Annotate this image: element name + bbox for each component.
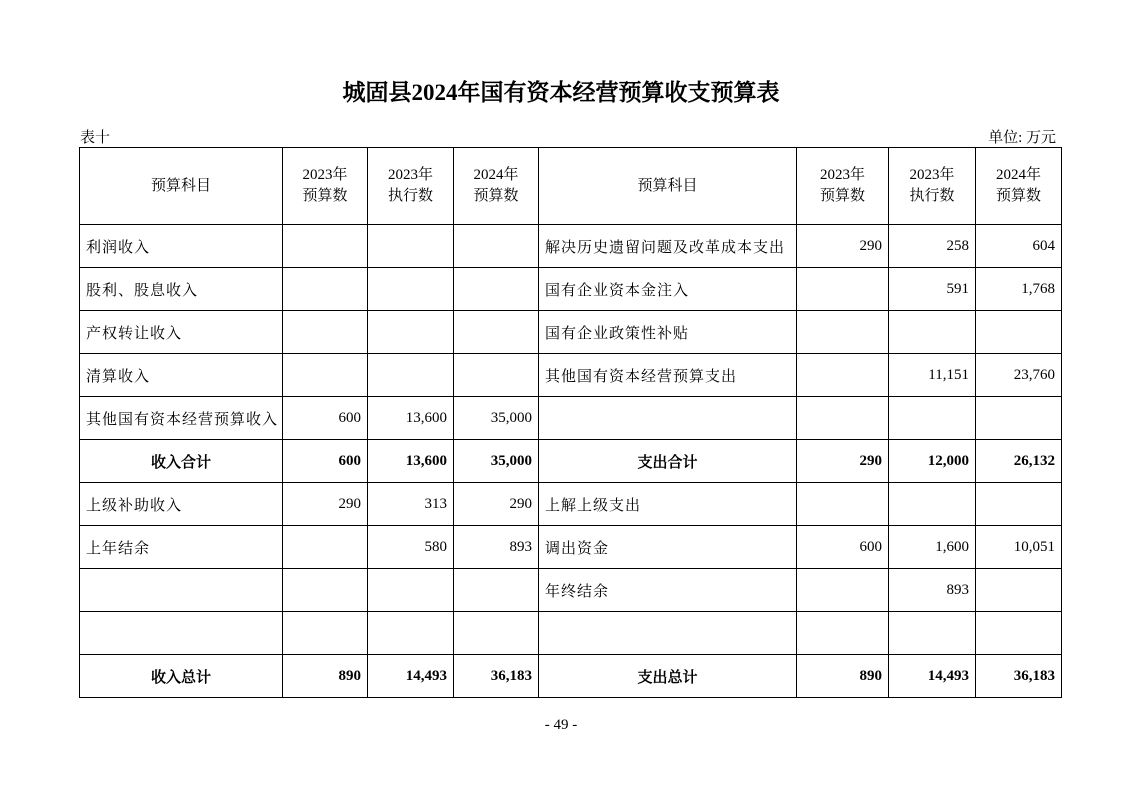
cell-income-2023-exec: 13,600 [368, 397, 454, 440]
cell-expense-2023-budget [797, 268, 889, 311]
header-expense-2024-budget: 2024年 预算数 [976, 148, 1062, 225]
cell-income-2024-budget [454, 612, 539, 655]
cell-expense-2023-budget: 290 [797, 440, 889, 483]
cell-expense-item: 国有企业政策性补贴 [539, 311, 797, 354]
table-row [80, 225, 1062, 268]
cell-expense-2023-budget [797, 612, 889, 655]
table-row [80, 526, 1062, 569]
table-row [80, 612, 1062, 655]
cell-expense-2023-budget [797, 397, 889, 440]
cell-expense-2024-budget [976, 569, 1062, 612]
cell-income-2023-exec [368, 225, 454, 268]
cell-income-2024-budget [454, 311, 539, 354]
table-row [80, 569, 1062, 612]
cell-expense-2023-exec: 14,493 [889, 655, 976, 698]
cell-expense-item [539, 612, 797, 655]
budget-table [79, 147, 1062, 698]
cell-income-2023-exec [368, 311, 454, 354]
cell-income-item: 其他国有资本经营预算收入 [80, 397, 283, 440]
cell-expense-2023-exec [889, 483, 976, 526]
table-row [80, 440, 1062, 483]
cell-income-item [80, 569, 283, 612]
cell-income-item: 收入合计 [80, 440, 283, 483]
cell-expense-item: 调出资金 [539, 526, 797, 569]
cell-expense-2023-exec [889, 397, 976, 440]
table-row [80, 483, 1062, 526]
cell-expense-2024-budget [976, 397, 1062, 440]
cell-income-2023-exec: 313 [368, 483, 454, 526]
table-row [80, 397, 1062, 440]
cell-expense-2023-budget: 290 [797, 225, 889, 268]
cell-expense-2024-budget: 604 [976, 225, 1062, 268]
cell-income-item [80, 612, 283, 655]
table-row [80, 268, 1062, 311]
cell-expense-2024-budget [976, 612, 1062, 655]
cell-expense-item: 上解上级支出 [539, 483, 797, 526]
cell-income-2023-budget: 600 [283, 440, 368, 483]
cell-income-2023-exec: 580 [368, 526, 454, 569]
table-number: 表十 [80, 130, 111, 146]
cell-income-2024-budget: 35,000 [454, 397, 539, 440]
cell-expense-2023-budget: 600 [797, 526, 889, 569]
cell-expense-2023-budget [797, 569, 889, 612]
cell-income-item: 收入总计 [80, 655, 283, 698]
header-expense-item: 预算科目 [539, 148, 797, 225]
cell-income-2023-budget: 890 [283, 655, 368, 698]
cell-income-2023-exec: 13,600 [368, 440, 454, 483]
cell-income-item: 股利、股息收入 [80, 268, 283, 311]
cell-income-2023-budget [283, 569, 368, 612]
cell-expense-2023-budget [797, 311, 889, 354]
cell-income-2023-exec [368, 268, 454, 311]
cell-income-2023-budget [283, 311, 368, 354]
table-row [80, 655, 1062, 698]
cell-expense-item [539, 397, 797, 440]
cell-expense-2023-exec: 893 [889, 569, 976, 612]
cell-expense-item: 支出总计 [539, 655, 797, 698]
cell-income-item: 上年结余 [80, 526, 283, 569]
cell-expense-2023-budget [797, 354, 889, 397]
page-title: 城固县2024年国有资本经营预算收支预算表 [342, 80, 780, 105]
header-income-item: 预算科目 [80, 148, 283, 225]
cell-income-2024-budget: 893 [454, 526, 539, 569]
cell-expense-2023-exec: 258 [889, 225, 976, 268]
cell-expense-2023-budget [797, 483, 889, 526]
cell-income-2024-budget [454, 354, 539, 397]
cell-income-2023-budget: 290 [283, 483, 368, 526]
table-row [80, 354, 1062, 397]
cell-income-item: 利润收入 [80, 225, 283, 268]
page-number: - 49 - [544, 717, 578, 733]
cell-expense-2024-budget: 36,183 [976, 655, 1062, 698]
cell-expense-item: 年终结余 [539, 569, 797, 612]
cell-income-item: 上级补助收入 [80, 483, 283, 526]
cell-income-2024-budget [454, 268, 539, 311]
cell-expense-2023-exec: 1,600 [889, 526, 976, 569]
header-row [80, 148, 1062, 225]
cell-income-item: 清算收入 [80, 354, 283, 397]
cell-expense-2024-budget: 1,768 [976, 268, 1062, 311]
cell-income-2023-exec: 14,493 [368, 655, 454, 698]
cell-expense-2023-exec: 12,000 [889, 440, 976, 483]
cell-expense-2023-exec [889, 612, 976, 655]
cell-income-2023-exec [368, 354, 454, 397]
cell-income-2023-exec [368, 612, 454, 655]
table-row [80, 311, 1062, 354]
cell-income-2023-budget [283, 225, 368, 268]
cell-income-2024-budget [454, 225, 539, 268]
cell-expense-2024-budget: 23,760 [976, 354, 1062, 397]
cell-expense-2023-exec: 11,151 [889, 354, 976, 397]
header-expense-2023-exec: 2023年 执行数 [889, 148, 976, 225]
cell-expense-2024-budget: 26,132 [976, 440, 1062, 483]
cell-expense-2023-exec: 591 [889, 268, 976, 311]
cell-expense-2023-exec [889, 311, 976, 354]
cell-income-2023-budget [283, 354, 368, 397]
cell-expense-item: 其他国有资本经营预算支出 [539, 354, 797, 397]
cell-expense-item: 国有企业资本金注入 [539, 268, 797, 311]
cell-income-2023-budget [283, 612, 368, 655]
header-income-2023-exec: 2023年 执行数 [368, 148, 454, 225]
cell-income-2023-budget: 600 [283, 397, 368, 440]
header-income-2023-budget: 2023年 预算数 [283, 148, 368, 225]
cell-expense-2024-budget [976, 311, 1062, 354]
cell-income-2024-budget: 35,000 [454, 440, 539, 483]
header-income-2024-budget: 2024年 预算数 [454, 148, 539, 225]
cell-income-2024-budget: 36,183 [454, 655, 539, 698]
unit-label: 单位: 万元 [988, 130, 1056, 146]
header-expense-2023-budget: 2023年 预算数 [797, 148, 889, 225]
cell-income-2024-budget: 290 [454, 483, 539, 526]
cell-income-2024-budget [454, 569, 539, 612]
cell-expense-2024-budget [976, 483, 1062, 526]
cell-expense-item: 解决历史遗留问题及改革成本支出 [539, 225, 797, 268]
cell-income-2023-budget [283, 268, 368, 311]
cell-expense-item: 支出合计 [539, 440, 797, 483]
cell-expense-2023-budget: 890 [797, 655, 889, 698]
cell-expense-2024-budget: 10,051 [976, 526, 1062, 569]
cell-income-2023-budget [283, 526, 368, 569]
cell-income-2023-exec [368, 569, 454, 612]
cell-income-item: 产权转让收入 [80, 311, 283, 354]
